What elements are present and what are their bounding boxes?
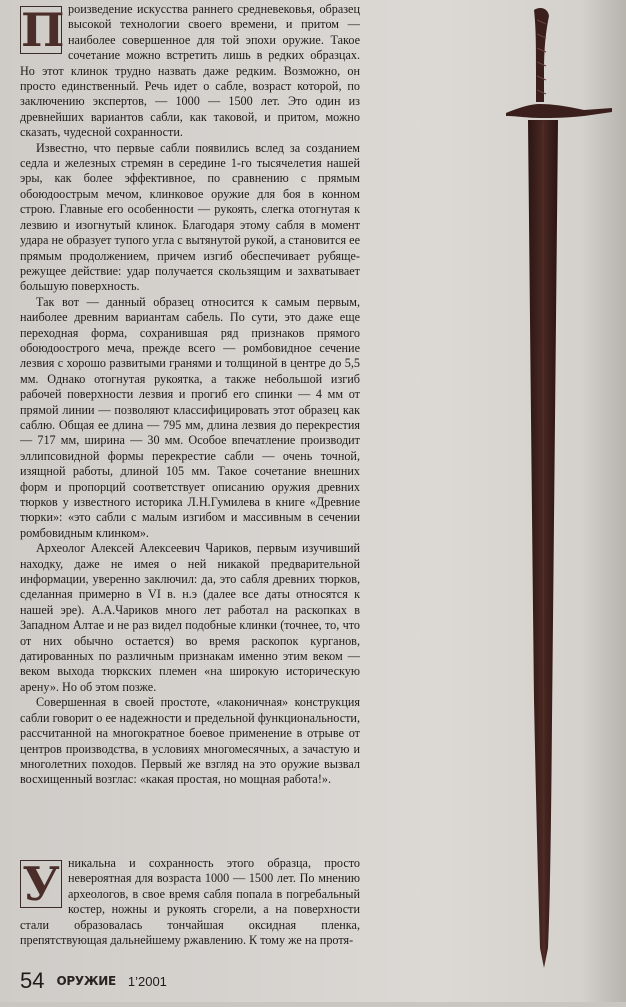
article-paragraph-5: Совершенная в своей простоте, «лаконичная» конструкция сабли говорит о ее надежности и предельной функциональности, рассчитанной на многократное боевое применение в отрыве от центров производства, в условиях многомесячных, а зачастую и многолетних походов. Первый же взгляд на это оружие вызвал восхищенный возглас: «какая простая, но мощная работа!». [20,695,360,787]
article-paragraph-3: Так вот — данный образец относится к самым первым, наиболее древним вариантам сабель. По сути, это даже еще переходная форма, сохранившая ряд признаков прямого обоюдоострого меча, прежде всего — ромбовидное сечение лезвия с хорошо развитыми гранями и толщиной в центре до 5,5 мм. Однако отогнутая рукоятка, а также небольшой изгиб рабочей поверхности лезвия и прогиб его спинки — 4 мм от прямой линии — позволяют классифицировать этот образец как саблю. Общая ее длина — 795 мм, длина лезвия до перекрестия — 717 мм, ширина — 30 мм. Особое впечатление производит эллипсовидной формы перекрестие сабли — очень точной, изящной работы, длиной 105 мм. Такое сочетание внешних форм и пропорций соответствует описанию оружия древних тюрков у известного историка Л.Н.Гумилева в книге «Древние тюрки»: «это сабли с малым изгибом и массивным в сечении ромбовидным клинком». [20,294,360,540]
paragraph-text: никальна и сохранность этого образца, просто невероятная для возраста 1000 — 1500 лет. По мнению археологов, в свое время сабля попала в погребальный костер, ножны и рукоять сгорели, а на поверхности стали образовалась тончайшая оксидная пленка, препятствующая дальнейшему ржавлению. К тому же на протя- [20,856,360,948]
drop-cap: П [21,3,65,57]
sword-crossguard [506,104,612,118]
article-column [20,2,360,788]
article-paragraph-4: Археолог Алексей Алексеевич Чариков, первым изучивший находку, даже не имея о ней никакой предварительной информации, уверенно заключил: да, это сабля древних тюрков, сделанная примерно в VI в. н.э (далее все даты относятся к нашей эре). А.А.Чариков много лет работал на раскопках в Западном Алтае и не раз видел подобные клинки (точнее, то, что от них обычно остается) во время раскопок курганов, датированных по различным признакам именно этим веком — веком выхода тюркских племен «на широкую историческую арену». Но об этом позже. [20,541,360,694]
article-section-2 [20,856,360,948]
magazine-logo: ОРУЖИЕ [56,974,116,988]
paragraph-text: роизведение искусства раннего средневековья, образец высокой технологии своего времени, и притом — наиболее совершенное для той эпохи оружие. Такое сочетание можно встретить лишь в редких образцах. Но этот клинок трудно назвать даже редким. Возможно, он просто единственный. Речь идет о сабле, возраст которой, по заключению экспертов, — 1000 — 1500 лет. Это один из древнейших вариантов сабли, как таковой, и притом, можно сказать, чудесной сохранности. [20,2,360,140]
article-paragraph-1 [20,2,360,141]
sword-image [500,0,626,1002]
article-paragraph-6 [20,856,360,948]
page-footer [20,964,167,998]
issue-number: 1’2001 [127,973,167,989]
article-paragraph-2: Известно, что первые сабли появились вслед за созданием седла и железных стремян в середине 1-го тысячелетия нашей эры, как более эффективное, по сравнению с прямым обоюдоострым мечом, клинковое оружие для боя в конном строю. Главные его особенности — рукоять, слегка отогнутая к лезвию и изогнутый клинок. Благодаря этому сабля в момент удара не образует тупого угла с вытянутой рукой, а становится ее прямым продолжением, причем изгиб обеспечивает рубяще-режущее действие: удар получается скользящим и захватывает большую поверхность. [20,140,360,294]
page-number: 54 [20,968,45,993]
drop-cap: У [20,860,62,908]
sword-illustration [500,0,626,1002]
